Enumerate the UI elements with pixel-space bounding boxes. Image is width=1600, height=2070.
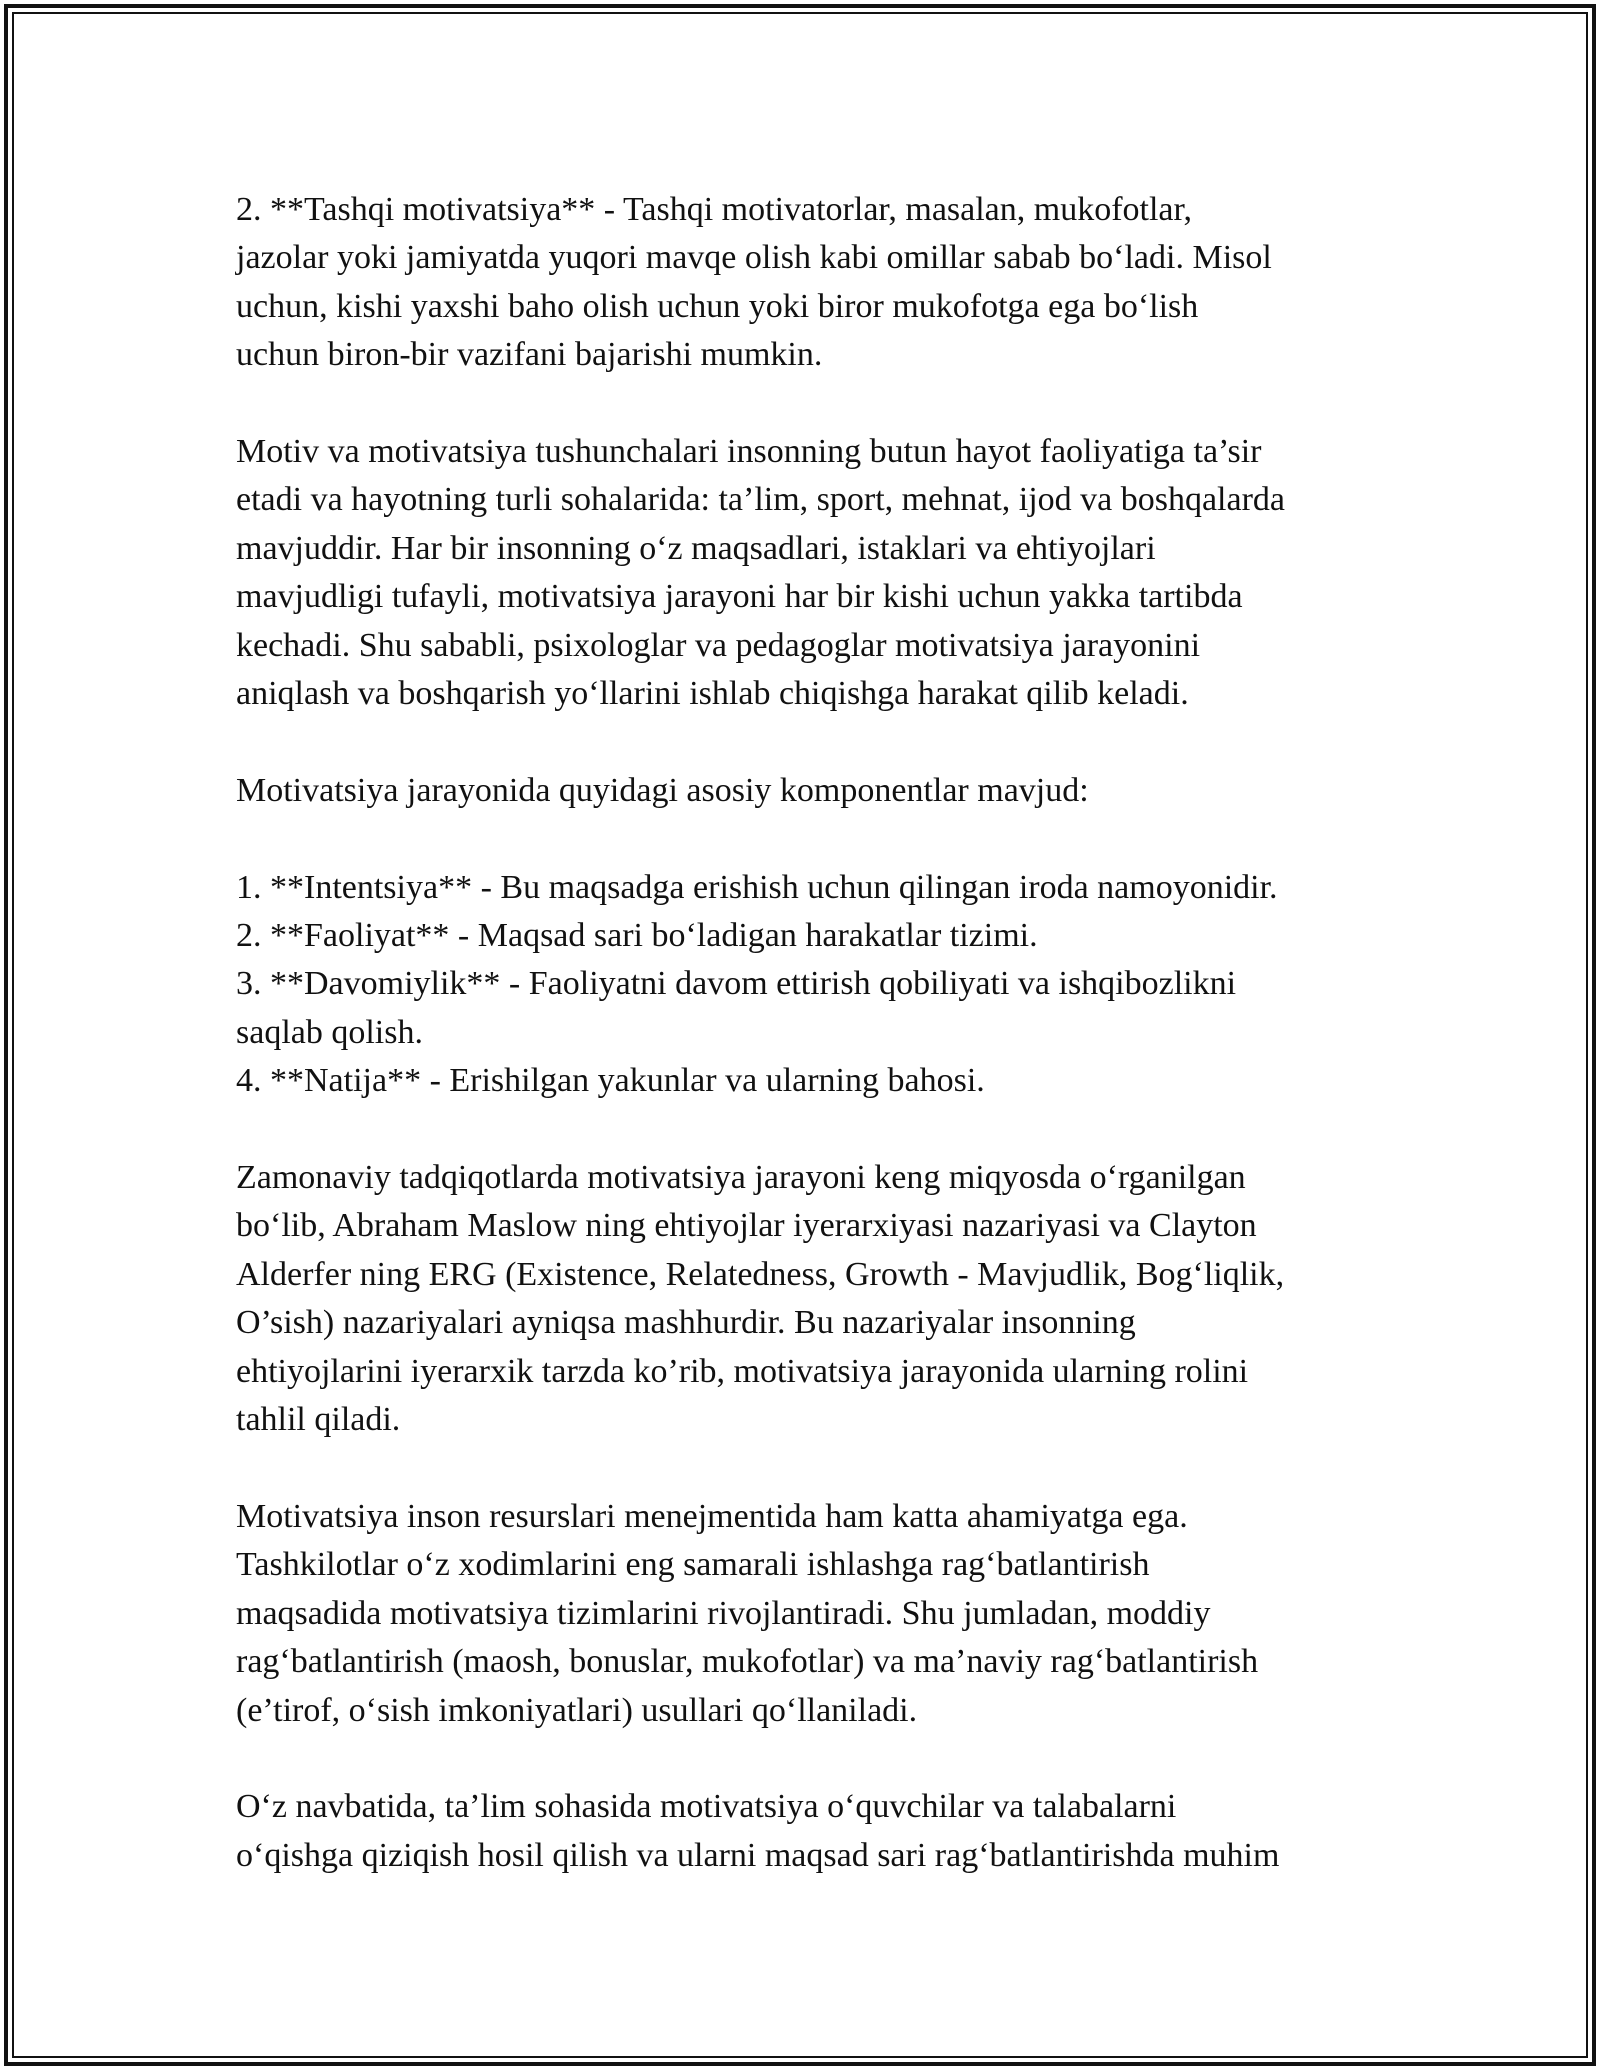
paragraph-components-intro bbox=[236, 767, 1396, 815]
list-item-continuation: saqlab qolish. bbox=[236, 1013, 423, 1051]
text-line: tahlil qiladi. bbox=[236, 1401, 401, 1439]
text-line: 2. **Tashqi motivatsiya** - Tashqi motivatorlar, masalan, mukofotlar, bbox=[236, 191, 1192, 228]
list-item: 3. **Davomiylik** - Faoliyatni davom ettirish qobiliyati va ishqibozlikni bbox=[236, 965, 1237, 1003]
paragraph-motive-concepts bbox=[236, 428, 1396, 718]
text-line: Tashkilotlar o‘z xodimlarini eng samarali ishlashga rag‘batlantirish bbox=[236, 1546, 1150, 1584]
text-line: rag‘batlantirish (maosh, bonuslar, mukofotlar) va ma’naviy rag‘batlantirish bbox=[236, 1643, 1259, 1681]
text-line: uchun, kishi yaxshi baho olish uchun yoki biror mukofotga ega bo‘lish bbox=[236, 287, 1199, 325]
text-line: jazolar yoki jamiyatda yuqori mavqe olish kabi omillar sabab bo‘ladi. Misol bbox=[236, 239, 1272, 277]
text-line: mavjudligi tufayli, motivatsiya jarayoni har bir kishi uchun yakka tartibda bbox=[236, 578, 1243, 616]
text-line: mavjuddir. Har bir insonning o‘z maqsadlari, istaklari va ehtiyojlari bbox=[236, 529, 1156, 567]
text-line: O‘z navbatida, ta’lim sohasida motivatsiya o‘quvchilar va talabalarni bbox=[236, 1788, 1177, 1826]
text-line: Alderfer ning ERG (Existence, Relatedness, Growth - Mavjudlik, Bog‘liqlik, bbox=[236, 1255, 1285, 1293]
text-line: ehtiyojlarini iyerarxik tarzda ko’rib, motivatsiya jarayonida ularning rolini bbox=[236, 1352, 1249, 1390]
text-line: aniqlash va boshqarish yo‘llarini ishlab chiqishga harakat qilib keladi. bbox=[236, 675, 1189, 713]
document-body bbox=[236, 186, 1396, 1880]
text-line: Motiv va motivatsiya tushunchalari insonning butun hayot faoliyatiga ta’sir bbox=[236, 433, 1262, 471]
text-line: Motivatsiya inson resurslari menejmentida ham katta ahamiyatga ega. bbox=[236, 1497, 1188, 1535]
paragraph-external-motivation bbox=[236, 186, 1396, 380]
text-line: Zamonaviy tadqiqotlarda motivatsiya jarayoni keng miqyosda o‘rganilgan bbox=[236, 1159, 1246, 1197]
text-line: uchun biron-bir vazifani bajarishi mumkin. bbox=[236, 336, 823, 374]
text-line: maqsadida motivatsiya tizimlarini rivojlantiradi. Shu jumladan, moddiy bbox=[236, 1594, 1211, 1632]
list-item: 4. **Natija** - Erishilgan yakunlar va ularning bahosi. bbox=[236, 1062, 985, 1100]
text-line: kechadi. Shu sababli, psixologlar va pedagoglar motivatsiya jarayonini bbox=[236, 626, 1201, 664]
text-line: etadi va hayotning turli sohalarida: ta’lim, sport, mehnat, ijod va boshqalarda bbox=[236, 481, 1286, 519]
components-list bbox=[236, 864, 1396, 1106]
text-line: o‘qishga qiziqish hosil qilish va ularni maqsad sari rag‘batlantirishda muhim bbox=[236, 1836, 1280, 1874]
list-item: 2. **Faoliyat** - Maqsad sari bo‘ladigan harakatlar tizimi. bbox=[236, 917, 1038, 955]
list-item: 1. **Intentsiya** - Bu maqsadga erishish uchun qilingan iroda namoyonidir. bbox=[236, 868, 1278, 906]
paragraph-education bbox=[236, 1783, 1396, 1880]
paragraph-hr-management bbox=[236, 1493, 1396, 1735]
text-line: Motivatsiya jarayonida quyidagi asosiy komponentlar mavjud: bbox=[236, 771, 1089, 809]
paragraph-modern-research bbox=[236, 1154, 1396, 1444]
text-line: O’sish) nazariyalari ayniqsa mashhurdir. Bu nazariyalar insonning bbox=[236, 1304, 1136, 1342]
text-line: bo‘lib, Abraham Maslow ning ehtiyojlar iyerarxiyasi nazariyasi va Clayton bbox=[236, 1207, 1257, 1245]
text-line: (e’tirof, o‘sish imkoniyatlari) usullari qo‘llaniladi. bbox=[236, 1691, 918, 1729]
